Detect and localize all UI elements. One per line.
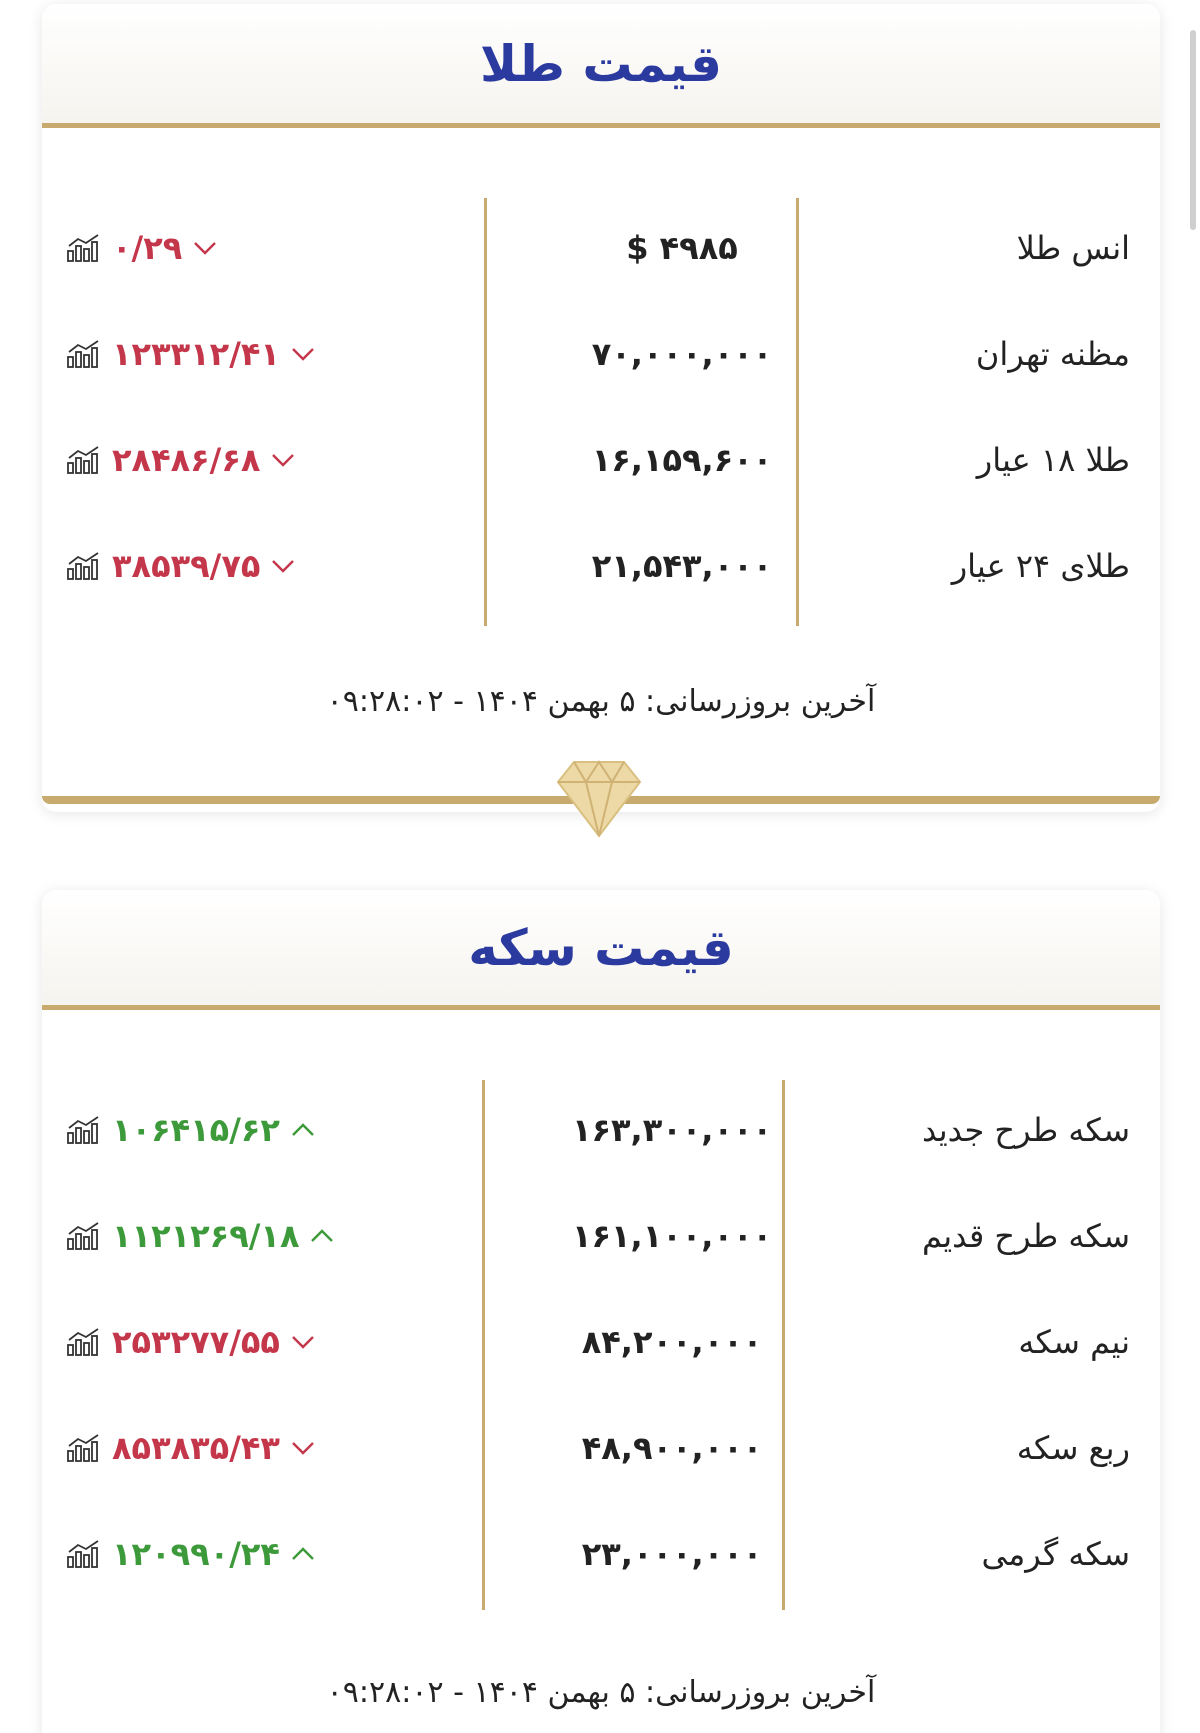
row-price: $ ۴۹۸۵ xyxy=(626,229,738,267)
row-label: انس طلا xyxy=(1016,229,1130,267)
row-price: ۴۸,۹۰۰,۰۰۰ xyxy=(581,1429,763,1467)
row-label: طلا ۱۸ عیار xyxy=(976,441,1130,479)
change-value: ۱۲۰۹۹۰/۲۴ xyxy=(112,1535,280,1573)
price-row-gold-ounce[interactable] xyxy=(42,218,1160,278)
row-label: سکه طرح جدید xyxy=(921,1111,1130,1149)
row-label: طلای ۲۴ عیار xyxy=(951,547,1130,585)
chevron-down-icon xyxy=(290,1332,316,1352)
change-value: ۲۸۴۸۶/۶۸ xyxy=(112,441,261,479)
gold-card-header xyxy=(42,4,1160,128)
row-change xyxy=(66,1418,316,1478)
gold-price-card xyxy=(42,4,1160,812)
bar-chart-icon[interactable] xyxy=(66,445,102,475)
change-value: ۱۱۲۱۲۶۹/۱۸ xyxy=(112,1217,300,1255)
change-value: ۱۲۳۳۱۲/۴۱ xyxy=(112,335,280,373)
row-change xyxy=(66,218,218,278)
last-update-time: ۰۹:۲۸:۰۲ xyxy=(326,684,444,719)
row-price: ۸۴,۲۰۰,۰۰۰ xyxy=(581,1323,763,1361)
change-value: ۸۵۳۸۳۵/۴۳ xyxy=(112,1429,280,1467)
row-change xyxy=(66,1206,335,1266)
last-update xyxy=(42,1675,1160,1710)
chevron-down-icon xyxy=(290,344,316,364)
row-change xyxy=(66,1312,316,1372)
change-value: ۰/۲۹ xyxy=(112,229,183,267)
row-price: ۲۳,۰۰۰,۰۰۰ xyxy=(581,1535,763,1573)
change-value: ۱۰۶۴۱۵/۶۲ xyxy=(112,1111,280,1149)
page-scrollbar[interactable] xyxy=(1190,30,1196,230)
row-change xyxy=(66,324,316,384)
last-update-label: آخرین بروزرسانی: ۵ بهمن ۱۴۰۴ - xyxy=(453,684,876,719)
row-change xyxy=(66,536,296,596)
chevron-up-icon xyxy=(309,1226,335,1246)
bar-chart-icon[interactable] xyxy=(66,1221,102,1251)
price-row-new-coin[interactable] xyxy=(42,1100,1160,1160)
row-price: ۱۶۳,۳۰۰,۰۰۰ xyxy=(571,1111,773,1149)
chevron-down-icon xyxy=(270,556,296,576)
last-update xyxy=(42,684,1160,719)
chevron-down-icon xyxy=(192,238,218,258)
price-row-quarter-coin[interactable] xyxy=(42,1418,1160,1478)
change-value: ۲۵۳۲۷۷/۵۵ xyxy=(112,1323,280,1361)
chevron-up-icon xyxy=(290,1544,316,1564)
last-update-label: آخرین بروزرسانی: ۵ بهمن ۱۴۰۴ - xyxy=(453,1675,876,1710)
change-value: ۳۸۵۳۹/۷۵ xyxy=(112,547,261,585)
price-row-half-coin[interactable] xyxy=(42,1312,1160,1372)
price-row-gold-24k[interactable] xyxy=(42,536,1160,596)
chevron-down-icon xyxy=(270,450,296,470)
diamond-icon xyxy=(556,758,642,838)
row-change xyxy=(66,1100,316,1160)
row-label: سکه طرح قدیم xyxy=(921,1217,1130,1255)
row-label: مظنه تهران xyxy=(975,335,1130,373)
bar-chart-icon[interactable] xyxy=(66,1433,102,1463)
gold-card-title: قیمت طلا xyxy=(479,34,723,93)
row-price: ۱۶۱,۱۰۰,۰۰۰ xyxy=(571,1217,773,1255)
chevron-down-icon xyxy=(290,1438,316,1458)
bar-chart-icon[interactable] xyxy=(66,1115,102,1145)
coin-price-card xyxy=(42,890,1160,1733)
row-label: ربع سکه xyxy=(1016,1429,1130,1467)
bar-chart-icon[interactable] xyxy=(66,233,102,263)
row-price: ۷۰,۰۰۰,۰۰۰ xyxy=(591,335,773,373)
row-price: ۲۱,۵۴۳,۰۰۰ xyxy=(591,547,773,585)
price-row-gram-coin[interactable] xyxy=(42,1524,1160,1584)
last-update-time: ۰۹:۲۸:۰۲ xyxy=(326,1675,444,1710)
row-change xyxy=(66,1524,316,1584)
bar-chart-icon[interactable] xyxy=(66,1327,102,1357)
coin-card-title: قیمت سکه xyxy=(468,918,734,977)
bar-chart-icon[interactable] xyxy=(66,1539,102,1569)
row-change xyxy=(66,430,296,490)
price-row-gold-18k[interactable] xyxy=(42,430,1160,490)
row-price: ۱۶,۱۵۹,۶۰۰ xyxy=(591,441,773,479)
coin-card-header xyxy=(42,890,1160,1010)
price-row-old-coin[interactable] xyxy=(42,1206,1160,1266)
bar-chart-icon[interactable] xyxy=(66,339,102,369)
price-row-tehran-mesghal[interactable] xyxy=(42,324,1160,384)
row-label: سکه گرمی xyxy=(981,1535,1130,1573)
chevron-up-icon xyxy=(290,1120,316,1140)
row-label: نیم سکه xyxy=(1018,1323,1130,1361)
bar-chart-icon[interactable] xyxy=(66,551,102,581)
